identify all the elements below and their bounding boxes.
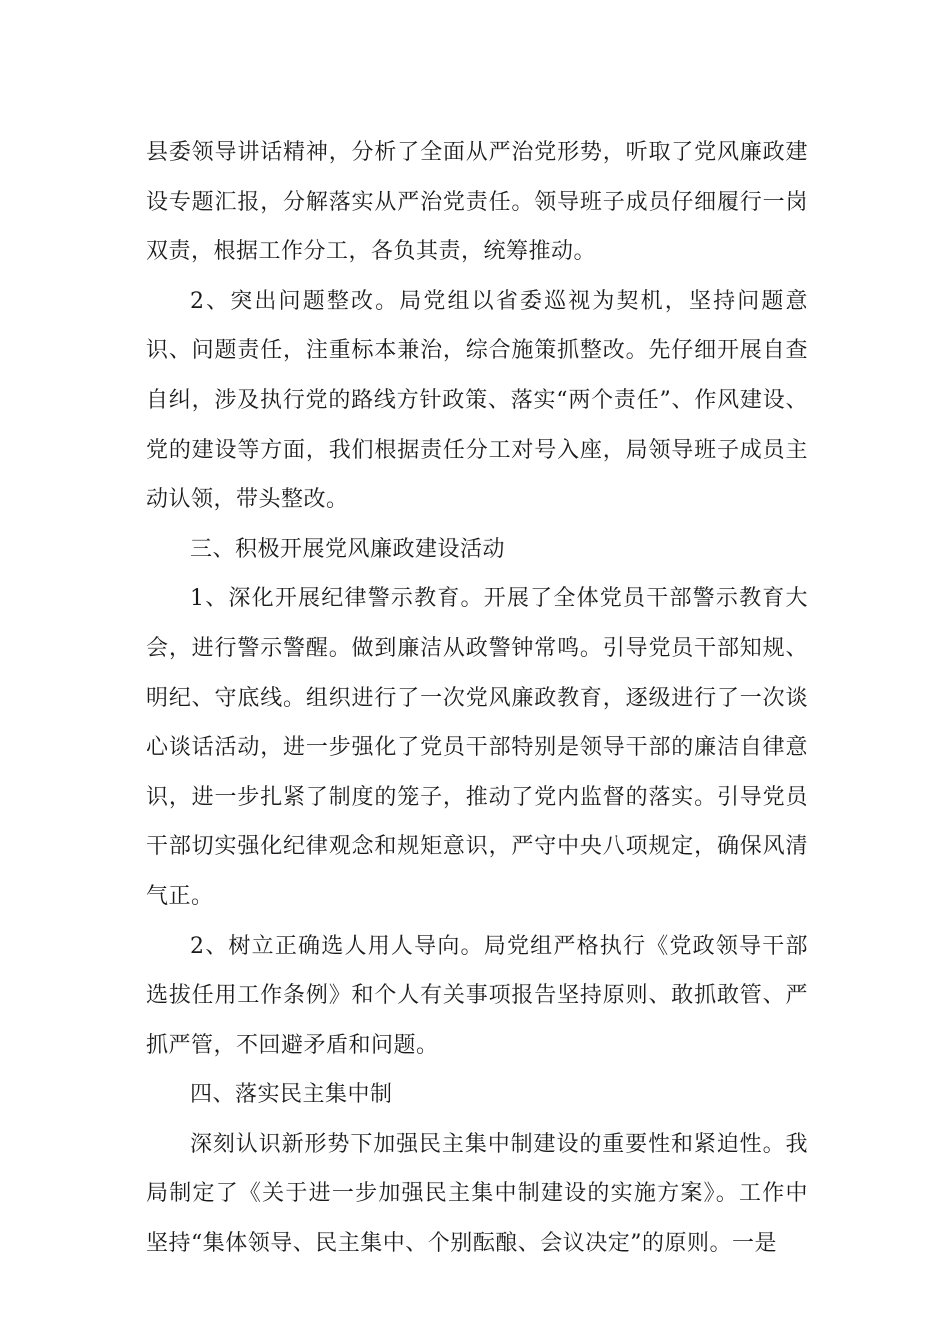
- section-heading-3: 三、积极开展党风廉政建设活动: [190, 536, 506, 562]
- paragraph-discipline-education: 1、深化开展纪律警示教育。开展了全体党员干部警示教育大会，进行警示警醒。做到廉洁从政警钟常鸣。引导党员干部知规、明纪、守底线。组织进行了一次党风廉政教育，逐级进行了一次谈心谈话活动，进一步强化了党员干部特别是领导干部的廉洁自律意识，进一步扎紧了制度的笼子，推动了党内监督的落实。引导党员干部切实强化纪律观念和规矩意识，严守中央八项规定，确保风清气正。: [146, 586, 808, 909]
- paragraph-problem-rectification: 2、突出问题整改。局党组以省委巡视为契机，坚持问题意识、问题责任，注重标本兼治，综合施策抓整改。先仔细开展自查自纠，涉及执行党的路线方针政策、落实“两个责任”、作风建设、党的建设等方面，我们根据责任分工对号入座，局领导班子成员主动认领，带头整改。: [146, 288, 808, 513]
- section-heading-4: 四、落实民主集中制: [190, 1082, 393, 1108]
- paragraph-personnel-selection: 2、树立正确选人用人导向。局党组严格执行《党政领导干部选拔任用工作条例》和个人有关事项报告坚持原则、敢抓敢管、严抓严管，不回避矛盾和问题。: [146, 933, 808, 1058]
- paragraph-democratic-centralism: 深刻认识新形势下加强民主集中制建设的重要性和紧迫性。我局制定了《关于进一步加强民主集中制建设的实施方案》。工作中坚持“集体领导、民主集中、个别酝酿、会议决定”的原则。一是: [146, 1131, 808, 1257]
- document-body: [146, 128, 808, 1269]
- paragraph-continuation: 县委领导讲话精神，分析了全面从严治党形势，听取了党风廉政建设专题汇报，分解落实从严治党责任。领导班子成员仔细履行一岗双责，根据工作分工，各负其责，统筹推动。: [146, 140, 808, 265]
